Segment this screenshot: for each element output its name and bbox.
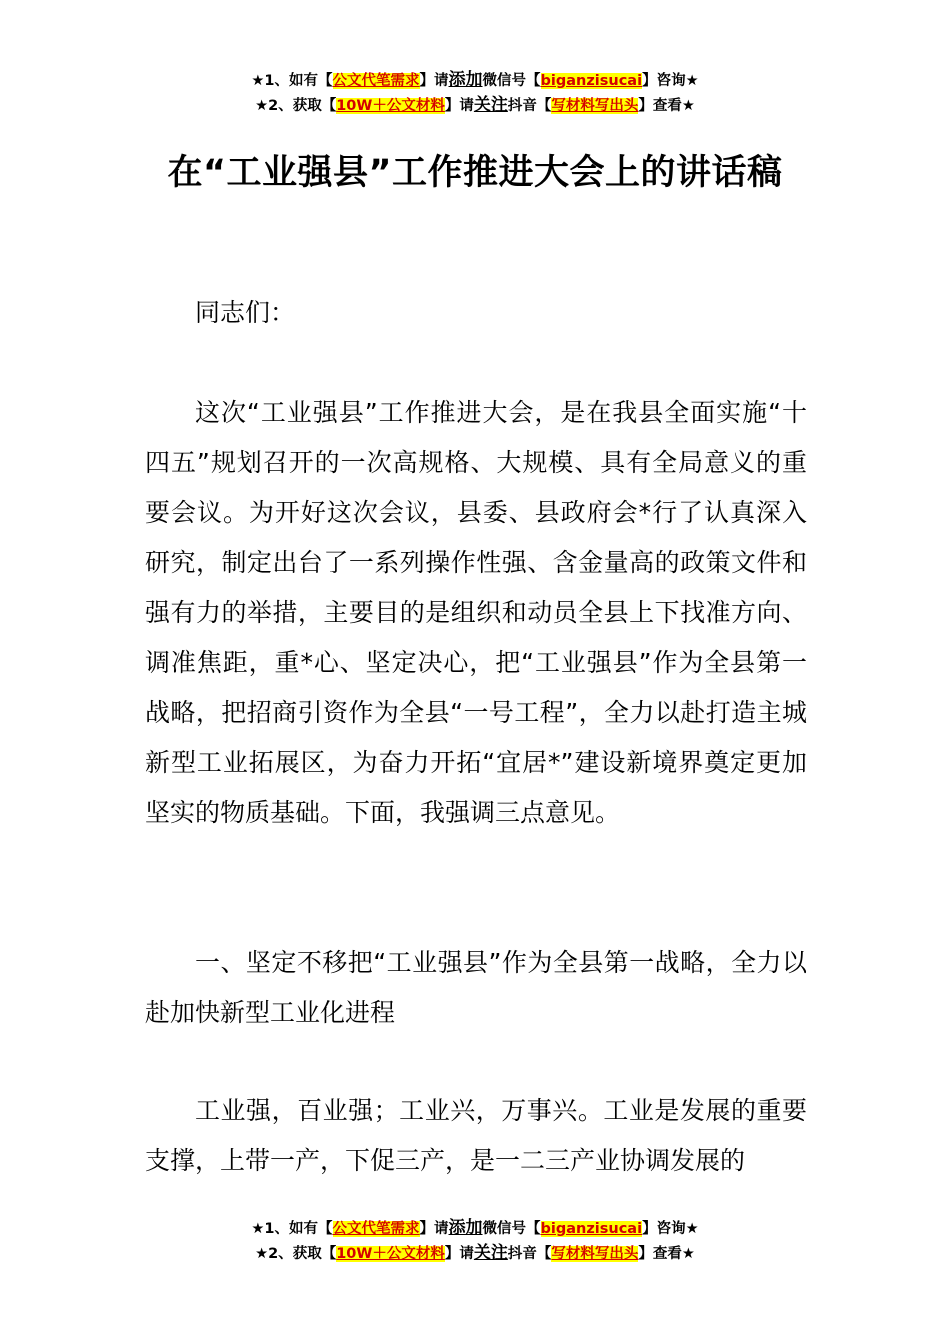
ad-line-1-mid: 】请 bbox=[419, 73, 449, 89]
ad-line-2-mid2: 抖音【 bbox=[507, 1246, 552, 1262]
document-title: 在“工业强县”工作推进大会上的讲话稿 bbox=[167, 153, 783, 193]
ad-line-1-prefix: ★1、如有【 bbox=[251, 1221, 333, 1237]
ad-line-1-mid2: 微信号【 bbox=[482, 1221, 541, 1237]
ad-line-1-highlight-service: 公文代笔需求 bbox=[332, 73, 420, 89]
ad-line-2-highlight-douyin: 写材料写出头 bbox=[551, 98, 639, 114]
ad-line-2-mid2: 抖音【 bbox=[507, 98, 552, 114]
ad-line-1-emphasis: 添加 bbox=[448, 70, 483, 90]
ad-line-2-mid: 】请 bbox=[444, 98, 474, 114]
ad-line-1-emphasis: 添加 bbox=[448, 1218, 483, 1238]
paragraph-intro: 这次“工业强县”工作推进大会，是在我县全面实施“十四五”规划召开的一次高规格、大规模、具有全局意义的重要会议。为开好这次会议，县委、县政府会*行了认真深入研究，制定出台了一系列操作性强、含金量高的政策文件和强有力的举措，主要目的是组织和动员全县上下找准方向、调准焦距，重*心、坚定决心，把“工业强县”作为全县第一战略，把招商引资作为全县“一号工程”，全力以赴打造主城新型工业拓展区，为奋力开拓“宜居*”建设新境界奠定更加坚实的物质基础。下面，我强调三点意见。 bbox=[145, 398, 807, 827]
ad-line-2 bbox=[0, 1241, 950, 1266]
ad-line-2-prefix: ★2、获取【 bbox=[255, 98, 337, 114]
bottom-ad-banner bbox=[0, 1216, 950, 1266]
ad-line-2-highlight-materials: 10W＋公文材料 bbox=[336, 1246, 445, 1262]
ad-line-1-prefix: ★1、如有【 bbox=[251, 73, 333, 89]
paragraph-2: 工业强，百业强；工业兴，万事兴。工业是发展的重要支撑，上带一产，下促三产，是一二三产业协调发展的 bbox=[145, 1096, 807, 1175]
ad-line-2-highlight-douyin: 写材料写出头 bbox=[551, 1246, 639, 1262]
ad-line-1-highlight-wechat: biganzisucai bbox=[540, 73, 643, 89]
ad-line-2-mid: 】请 bbox=[444, 1246, 474, 1262]
ad-line-2-highlight-materials: 10W＋公文材料 bbox=[336, 98, 445, 114]
ad-line-2-suffix: 】查看★ bbox=[638, 1246, 695, 1262]
ad-line-1-suffix: 】咨询★ bbox=[642, 73, 699, 89]
ad-line-1-highlight-service: 公文代笔需求 bbox=[332, 1221, 420, 1237]
ad-line-1-suffix: 】咨询★ bbox=[642, 1221, 699, 1237]
section-heading-1: 一、坚定不移把“工业强县”作为全县第一战略，全力以赴加快新型工业化进程 bbox=[145, 948, 807, 1027]
ad-line-2-emphasis: 关注 bbox=[473, 95, 508, 115]
ad-line-2-prefix: ★2、获取【 bbox=[255, 1246, 337, 1262]
ad-line-1-mid2: 微信号【 bbox=[482, 73, 541, 89]
ad-line-2-suffix: 】查看★ bbox=[638, 98, 695, 114]
ad-line-1-highlight-wechat: biganzisucai bbox=[540, 1221, 643, 1237]
ad-line-1 bbox=[0, 1216, 950, 1241]
ad-line-1-mid: 】请 bbox=[419, 1221, 449, 1237]
salutation: 同志们： bbox=[195, 298, 296, 327]
ad-line-2-emphasis: 关注 bbox=[473, 1243, 508, 1263]
